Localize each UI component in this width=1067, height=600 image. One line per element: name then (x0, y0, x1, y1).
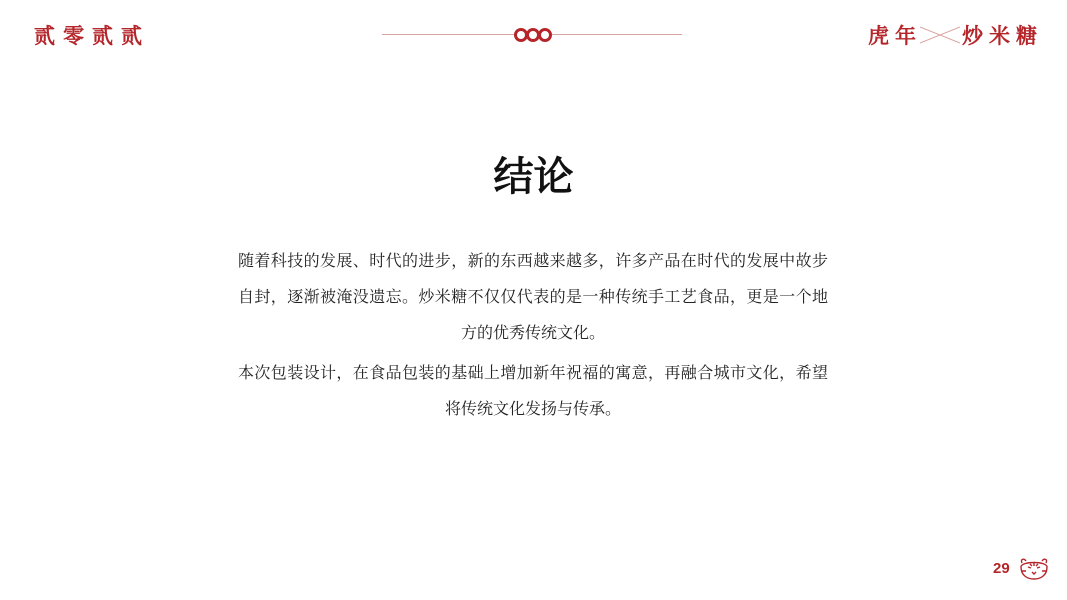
tiger-head-icon (1018, 557, 1050, 581)
header-theme-word-1: 虎年 (868, 23, 922, 48)
paragraph-1: 随着科技的发展、时代的进步，新的东西越来越多，许多产品在时代的发展中故步自封，逐渐被淹没遗忘。炒米糖不仅仅代表的是一种传统手工艺食品，更是一个地方的优秀传统文化。 (238, 251, 828, 342)
paragraph-2: 本次包装设计，在食品包装的基础上增加新年祝福的寓意，再融合城市文化，希望将传统文化发扬与传承。 (238, 363, 828, 418)
header-theme-label (868, 20, 1043, 50)
header-theme-word-2: 炒米糖 (962, 23, 1043, 48)
header-year-label: 贰零贰贰 (34, 23, 150, 48)
conclusion-text (238, 243, 828, 431)
header-divider-right (552, 34, 682, 35)
cross-lines-icon (920, 23, 960, 47)
page-number: 29 (993, 560, 1010, 577)
chinese-knot-icon (513, 27, 553, 43)
header-divider-left (382, 34, 514, 35)
page-title: 结论 (493, 153, 574, 200)
